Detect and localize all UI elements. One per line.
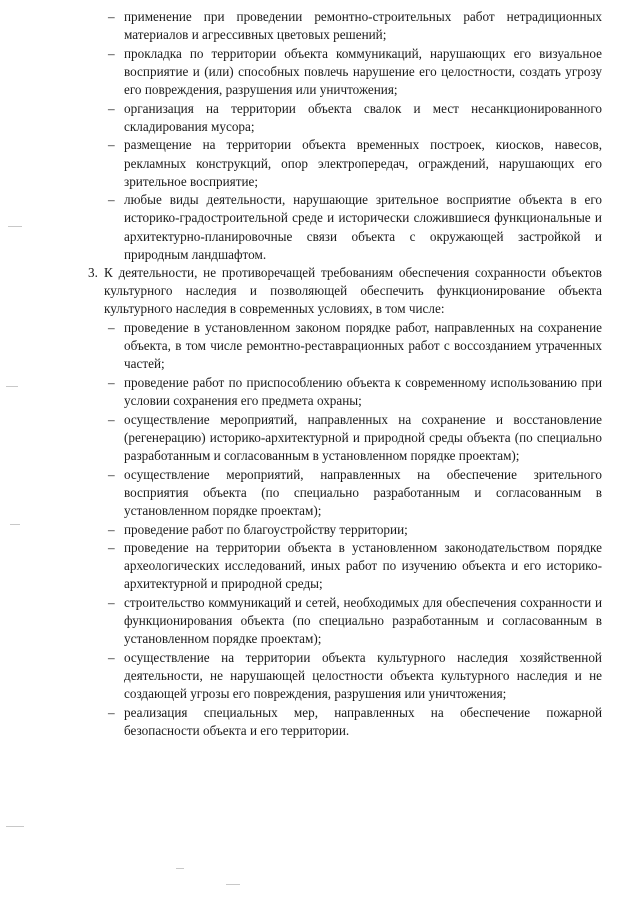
scan-speck: [226, 884, 240, 885]
list-item-text: проведение в установленном законом порядке работ, направленных на сохранение объекта, в том числе ремонтно-реставрационных работ с воссозданием утраченных частей;: [124, 320, 602, 372]
list-item: [0, 45, 640, 99]
bullet-marker: –: [108, 411, 115, 427]
list-item-text: реализация специальных мер, направленных на обеспечение пожарной безопасности объекта и его территории.: [124, 704, 602, 738]
bullet-marker: –: [108, 375, 115, 391]
list-item: [0, 594, 640, 648]
bullet-marker: –: [108, 704, 115, 720]
list-item-text: размещение на территории объекта временных построек, киосков, навесов, рекламных конструкций, опор электропередач, ограждений, нарушающих его зрительное восприятие;: [124, 137, 602, 189]
bullet-marker: –: [108, 137, 115, 153]
list-item: [0, 466, 640, 520]
list-item: [0, 136, 640, 190]
bullet-marker: –: [108, 320, 115, 336]
list-item: [0, 319, 640, 373]
list-item: [0, 521, 640, 539]
section-text: К деятельности, не противоречащей требованиям обеспечения сохранности объектов культурного наследия и позволяющей обеспечить функционирование объекта культурного наследия в современных условиях, в том числе:: [104, 265, 602, 317]
list-item: [0, 649, 640, 703]
bullet-marker: –: [108, 192, 115, 208]
list-item-text: проведение работ по благоустройству территории;: [124, 521, 408, 537]
section-number: 3.: [88, 265, 98, 281]
restrictions-list: [0, 8, 640, 264]
bullet-marker: –: [108, 521, 115, 537]
scan-speck: [10, 524, 20, 525]
bullet-marker: –: [108, 540, 115, 556]
bullet-marker: –: [108, 650, 115, 665]
list-item-text: осуществление мероприятий, направленных на сохранение и восстановление (регенерацию) историко-архитектурной и природной среды объекта (по специально разработанным и согласованным в установленном порядке проектам);: [124, 411, 602, 463]
list-item: [0, 411, 640, 465]
list-item: [0, 704, 640, 740]
scan-speck: [6, 826, 24, 827]
scan-speck: [6, 386, 18, 387]
list-item-text: проведение работ по приспособлению объекта к современному использованию при условии сохранения его предмета охраны;: [124, 375, 602, 409]
permitted-activities-list: [0, 319, 640, 740]
document-page: [0, 8, 640, 741]
list-item: [0, 191, 640, 263]
scan-speck: [176, 868, 184, 869]
scan-speck: [8, 226, 22, 227]
list-item: [0, 8, 640, 44]
list-item-text: применение при проведении ремонтно-строительных работ нетрадиционных материалов и агрессивных цветовых решений;: [124, 9, 602, 43]
list-item: [0, 374, 640, 410]
list-item-text: строительство коммуникаций и сетей, необходимых для обеспечения сохранности и функционирования объекта (по специально разработанным и согласованным в установленном порядке проектам);: [124, 595, 602, 647]
list-item: [0, 539, 640, 593]
bullet-marker: –: [108, 100, 115, 116]
bullet-marker: –: [108, 595, 115, 611]
list-item: [0, 100, 640, 136]
list-item-text: осуществление мероприятий, направленных на обеспечение зрительного восприятия объекта (по специально разработанным и согласованным в установленном порядке проектам);: [124, 466, 602, 518]
list-item-text: проведение на территории объекта в установленном законодательством порядке археологических исследований, иных работ по изучению объекта и его историко-архитектурной и природной среды;: [124, 540, 602, 592]
bullet-marker: –: [108, 45, 115, 61]
list-item-text: любые виды деятельности, нарушающие зрительное восприятие объекта в его историко-градостроительной среде и исторически сложившиеся функциональные и архитектурно-планировочные связи объекта с окружающей застройкой и природным ландшафтом.: [124, 192, 602, 262]
list-item-text: осуществление на территории объекта культурного наследия хозяйственной деятельности, не нарушающей целостности объекта культурного наследия и не создающей угрозы его повреждения, разрушения или уничтожения;: [124, 650, 602, 702]
bullet-marker: –: [108, 9, 115, 24]
bullet-marker: –: [108, 466, 115, 482]
list-item-text: организация на территории объекта свалок и мест несанкционированного складирования мусора;: [124, 100, 602, 134]
list-item-text: прокладка по территории объекта коммуникаций, нарушающих его визуальное восприятие и (или) способных повлечь нарушение его целостности, создать угрозу его повреждения, разрушения или уничтожения;: [124, 45, 602, 97]
section-3-paragraph: [0, 264, 640, 318]
